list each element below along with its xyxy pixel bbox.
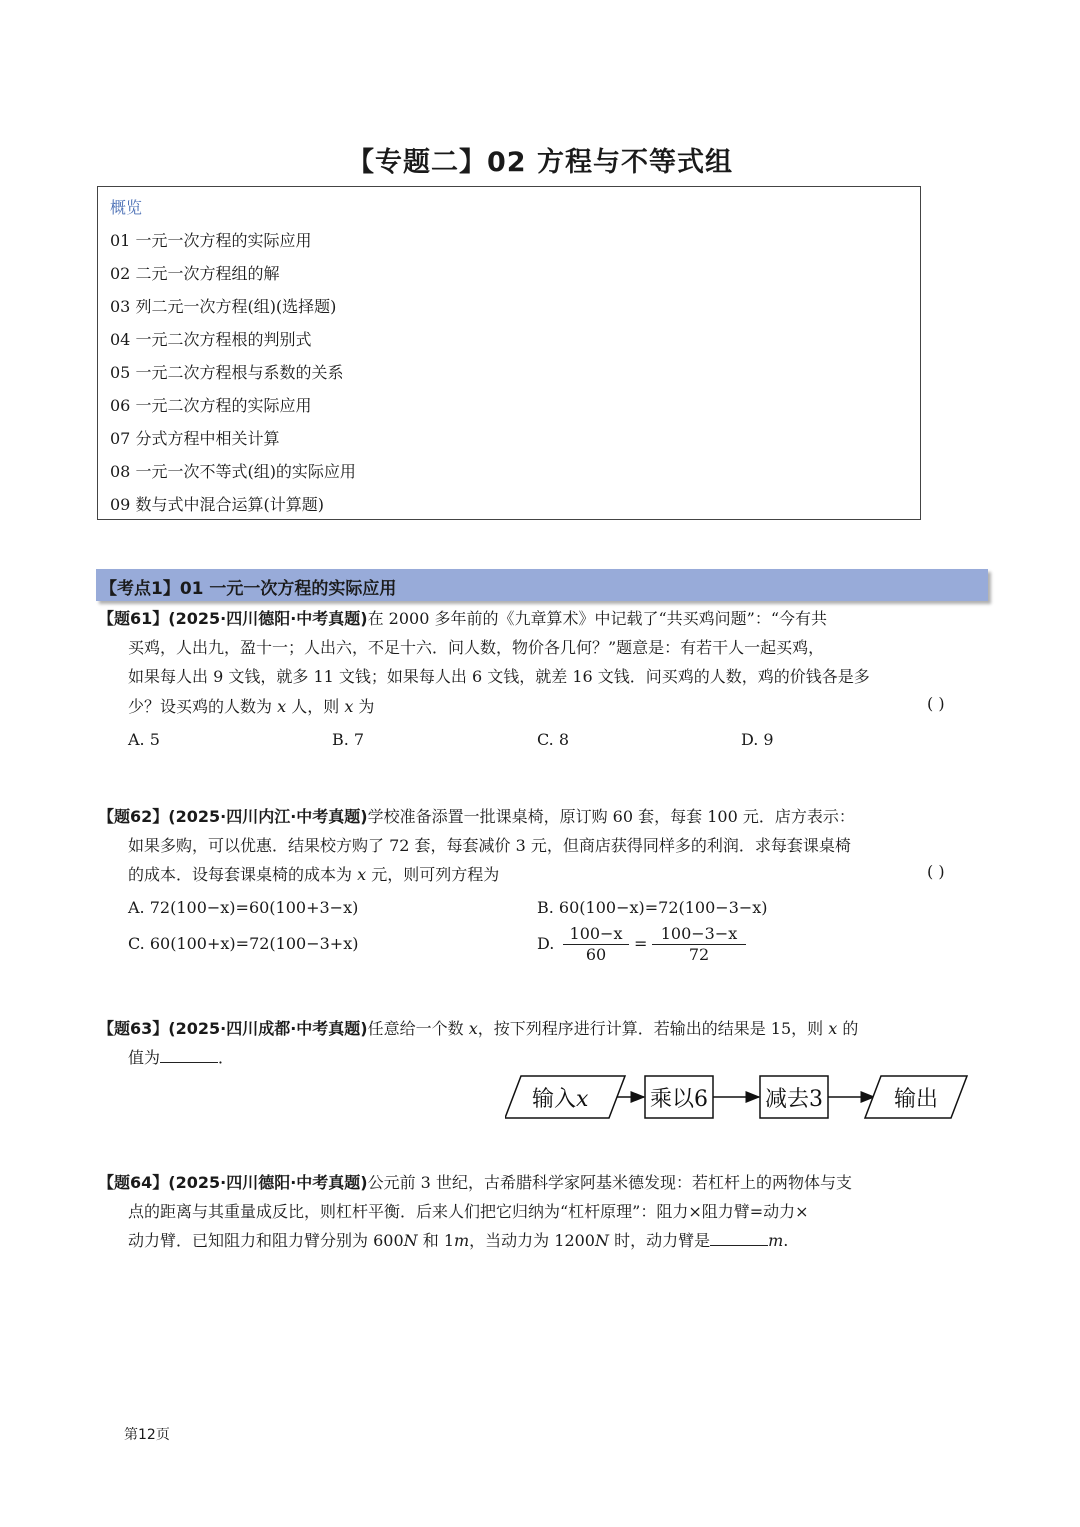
q64-line-2: 点的距离与其重量成反比，则杠杆平衡．后来人们把它归纳为“杠杆原理”：阻力×阻力臂=动力× — [128, 1202, 809, 1221]
flow-output-label: 输出 — [893, 1087, 939, 1112]
page-title: 【专题二】02 方程与不等式组 — [347, 147, 733, 178]
overview-item: 07 分式方程中相关计算 — [110, 429, 280, 448]
q64-head: 【题64】(2025·四川德阳·中考真题) — [98, 1173, 368, 1192]
overview-item: 03 列二元一次方程(组)(选择题) — [110, 297, 337, 316]
q62-option-d-fraction-right: $\frac{100-3-x}{72}$ — [652, 924, 746, 965]
q62-head: 【题62】(2025·四川内江·中考真题) — [98, 807, 368, 826]
q61-option-b: B. 7 — [332, 730, 365, 749]
q61-answer-paren: ( ) — [927, 694, 945, 713]
q62-option-a: A. 72(100−x)=60(100+3−x) — [128, 898, 359, 917]
overview-item: 05 一元二次方程根与系数的关系 — [110, 363, 344, 382]
flow-input-label: 输入x — [532, 1087, 589, 1112]
q61-option-a: A. 5 — [128, 730, 160, 749]
q63-flowchart — [505, 1072, 975, 1124]
flow-step-subtract-label: 减去3 — [765, 1087, 823, 1112]
q62-option-b: B. 60(100−x)=72(100−3−x) — [537, 898, 768, 917]
q61-option-d: D. 9 — [741, 730, 774, 749]
q64-answer-blank — [710, 1231, 768, 1246]
overview-item: 01 一元一次方程的实际应用 — [110, 231, 312, 250]
q61-line-1: 【题61】(2025·四川德阳·中考真题)在 2000 多年前的《九章算术》中记载了“共买鸡问题”：“今有共 — [98, 609, 828, 628]
q63-line-1: 【题63】(2025·四川成都·中考真题)任意给一个数 x，按下列程序进行计算．若输出的结果是 15，则 x 的 — [98, 1019, 859, 1038]
kaodian-header — [96, 569, 988, 601]
q62-option-c: C. 60(100+x)=72(100−3+x) — [128, 934, 359, 953]
overview-item: 02 二元一次方程组的解 — [110, 264, 280, 283]
overview-item: 06 一元二次方程的实际应用 — [110, 396, 312, 415]
overview-box — [97, 186, 921, 520]
q61-line-4: 少？设买鸡的人数为 x 人，则 x 为 — [128, 697, 375, 716]
q62-option-d-fraction-left: $\frac{100-x}{60}$ — [563, 924, 629, 965]
q61-line-3: 如果每人出 9 文钱，就多 11 文钱；如果每人出 6 文钱，就差 16 文钱．问买鸡的人数，鸡的价钱各是多 — [128, 667, 870, 686]
q61-head: 【题61】(2025·四川德阳·中考真题) — [98, 609, 368, 628]
q61-option-c: C. 8 — [537, 730, 570, 749]
q62-option-d-equals: = — [634, 934, 648, 953]
overview-item: 04 一元二次方程根的判别式 — [110, 330, 312, 349]
q63-line-2: 值为 ． — [128, 1048, 235, 1067]
q62-line-3: 的成本．设每套课桌椅的成本为 x 元，则可列方程为 — [128, 865, 500, 884]
flow-step-multiply-label: 乘以6 — [650, 1087, 708, 1112]
q61-line-2: 买鸡，人出九，盈十一；人出六，不足十六．问人数，物价各几何？”题意是：有若干人一起买鸡， — [128, 638, 825, 657]
kaodian-title: 【考点1】01 一元一次方程的实际应用 — [100, 579, 397, 599]
page-number: 第12页 — [124, 1427, 170, 1443]
q62-answer-paren: ( ) — [927, 862, 945, 881]
q64-line-3: 动力臂．已知阻力和阻力臂分别为 600N 和 1m，当动力为 1200N 时，动力臂是 m. — [128, 1231, 789, 1250]
q63-answer-blank — [160, 1048, 218, 1063]
q62-line-2: 如果多购，可以优惠．结果校方购了 72 套，每套减价 3 元，但商店获得同样多的利润．求每套课桌椅 — [128, 836, 851, 855]
overview-item: 09 数与式中混合运算(计算题) — [110, 495, 324, 514]
q62-option-d-label: D. — [537, 934, 555, 953]
overview-item: 08 一元一次不等式(组)的实际应用 — [110, 462, 356, 481]
q64-line-1: 【题64】(2025·四川德阳·中考真题)公元前 3 世纪，古希腊科学家阿基米德发现：若杠杆上的两物体与支 — [98, 1173, 852, 1192]
q63-head: 【题63】(2025·四川成都·中考真题) — [98, 1019, 368, 1038]
overview-label: 概览 — [110, 198, 143, 217]
q62-line-1: 【题62】(2025·四川内江·中考真题)学校准备添置一批课桌椅，原订购 60 套，每套 100 元．店方表示： — [98, 807, 855, 826]
